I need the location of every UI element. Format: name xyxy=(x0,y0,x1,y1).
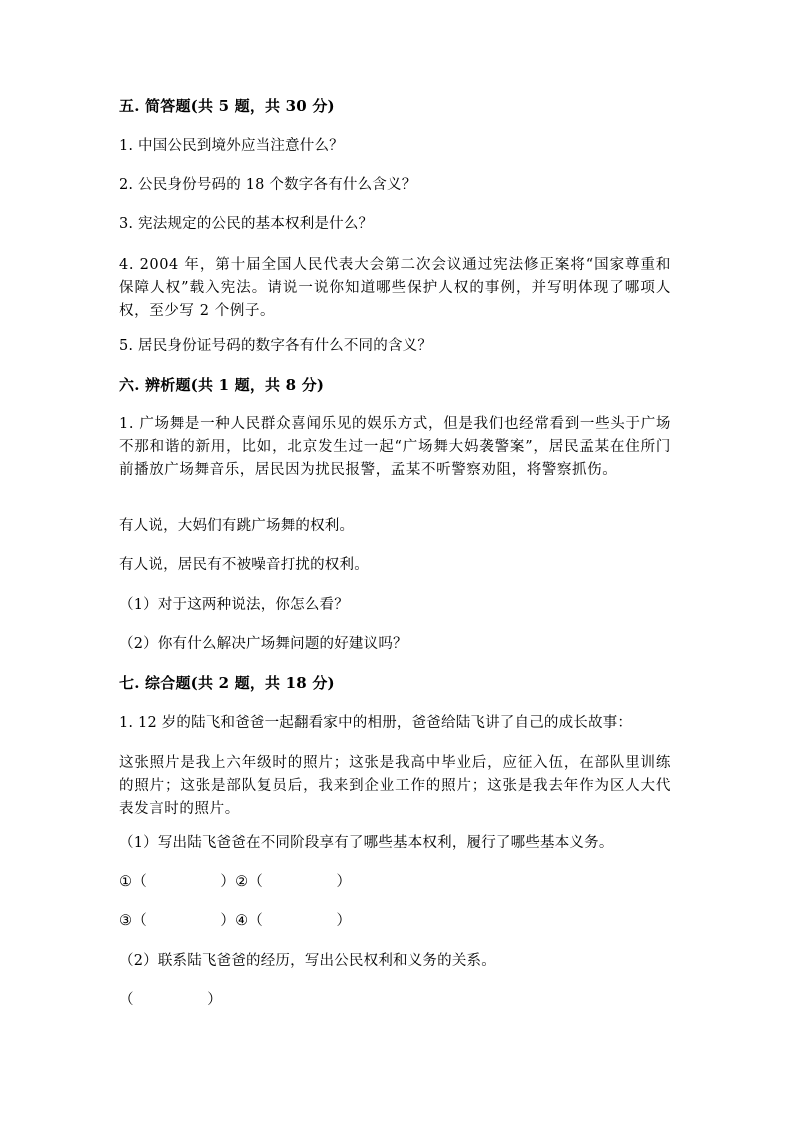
section-5-heading: 五. 简答题(共 5 题，共 30 分) xyxy=(119,97,335,115)
s7-paragraph-1: 这张照片是我上六年级时的照片；这张是我高中毕业后，应征入伍，在部队里训练的照片；这张是部队复员后，我来到企业工作的照片；这张是我去年作为区人大代表发言时的照片。 xyxy=(119,755,671,817)
s5-question-2: 2. 公民身份号码的 18 个数字各有什么含义？ xyxy=(119,177,417,193)
s6-subquestion-2: （2）你有什么解决广场舞问题的好建议吗？ xyxy=(119,636,408,652)
s6-subquestion-1: （1）对于这两种说法，你怎么看？ xyxy=(119,597,349,613)
answer-blank-row-3: （ ） xyxy=(119,992,222,1008)
s5-question-5: 5. 居民身份证号码的数字各有什么不同的含义？ xyxy=(119,338,433,354)
s7-question-1: 1. 12 岁的陆飞和爸爸一起翻看家中的相册，爸爸给陆飞讲了自己的成长故事： xyxy=(119,715,633,731)
s6-question-1: 1. 广场舞是一种人民群众喜闻乐见的娱乐方式，但是我们也经常看到一些头于广场不那和谐的新用，比如，北京发生过一起“广场舞大妈袭警案”，居民孟某在住所门前播放广场舞音乐，居民因为扰民报警，孟某不听警察劝阻，将警察抓伤。 xyxy=(119,416,671,478)
s7-subquestion-2: （2）联系陆飞爸爸的经历，写出公民权利和义务的关系。 xyxy=(119,953,496,969)
s5-question-3: 3. 宪法规定的公民的基本权利是什么？ xyxy=(119,216,374,232)
s5-question-1: 1. 中国公民到境外应当注意什么？ xyxy=(119,138,344,154)
section-6-heading: 六. 辨析题(共 1 题，共 8 分) xyxy=(119,376,325,394)
s6-paragraph-2: 有人说，居民有不被噪音打扰的权利。 xyxy=(119,557,369,573)
answer-blank-row-1: ①（ ）②（ ） xyxy=(119,874,352,890)
answer-blank-row-2: ③（ ）④（ ） xyxy=(119,913,352,929)
s6-paragraph-1: 有人说，大妈们有跳广场舞的权利。 xyxy=(119,518,355,534)
s7-subquestion-1: （1）写出陆飞爸爸在不同阶段享有了哪些基本权利，履行了哪些基本义务。 xyxy=(119,835,614,851)
section-7-heading: 七. 综合题(共 2 题，共 18 分) xyxy=(119,674,335,692)
s5-question-4: 4. 2004 年，第十届全国人民代表大会第二次会议通过宪法修正案将“国家尊重和保障人权”载入宪法。请说一说你知道哪些保护人权的事例，并写明体现了哪项人权，至少写 2 个例子。 xyxy=(119,257,671,319)
